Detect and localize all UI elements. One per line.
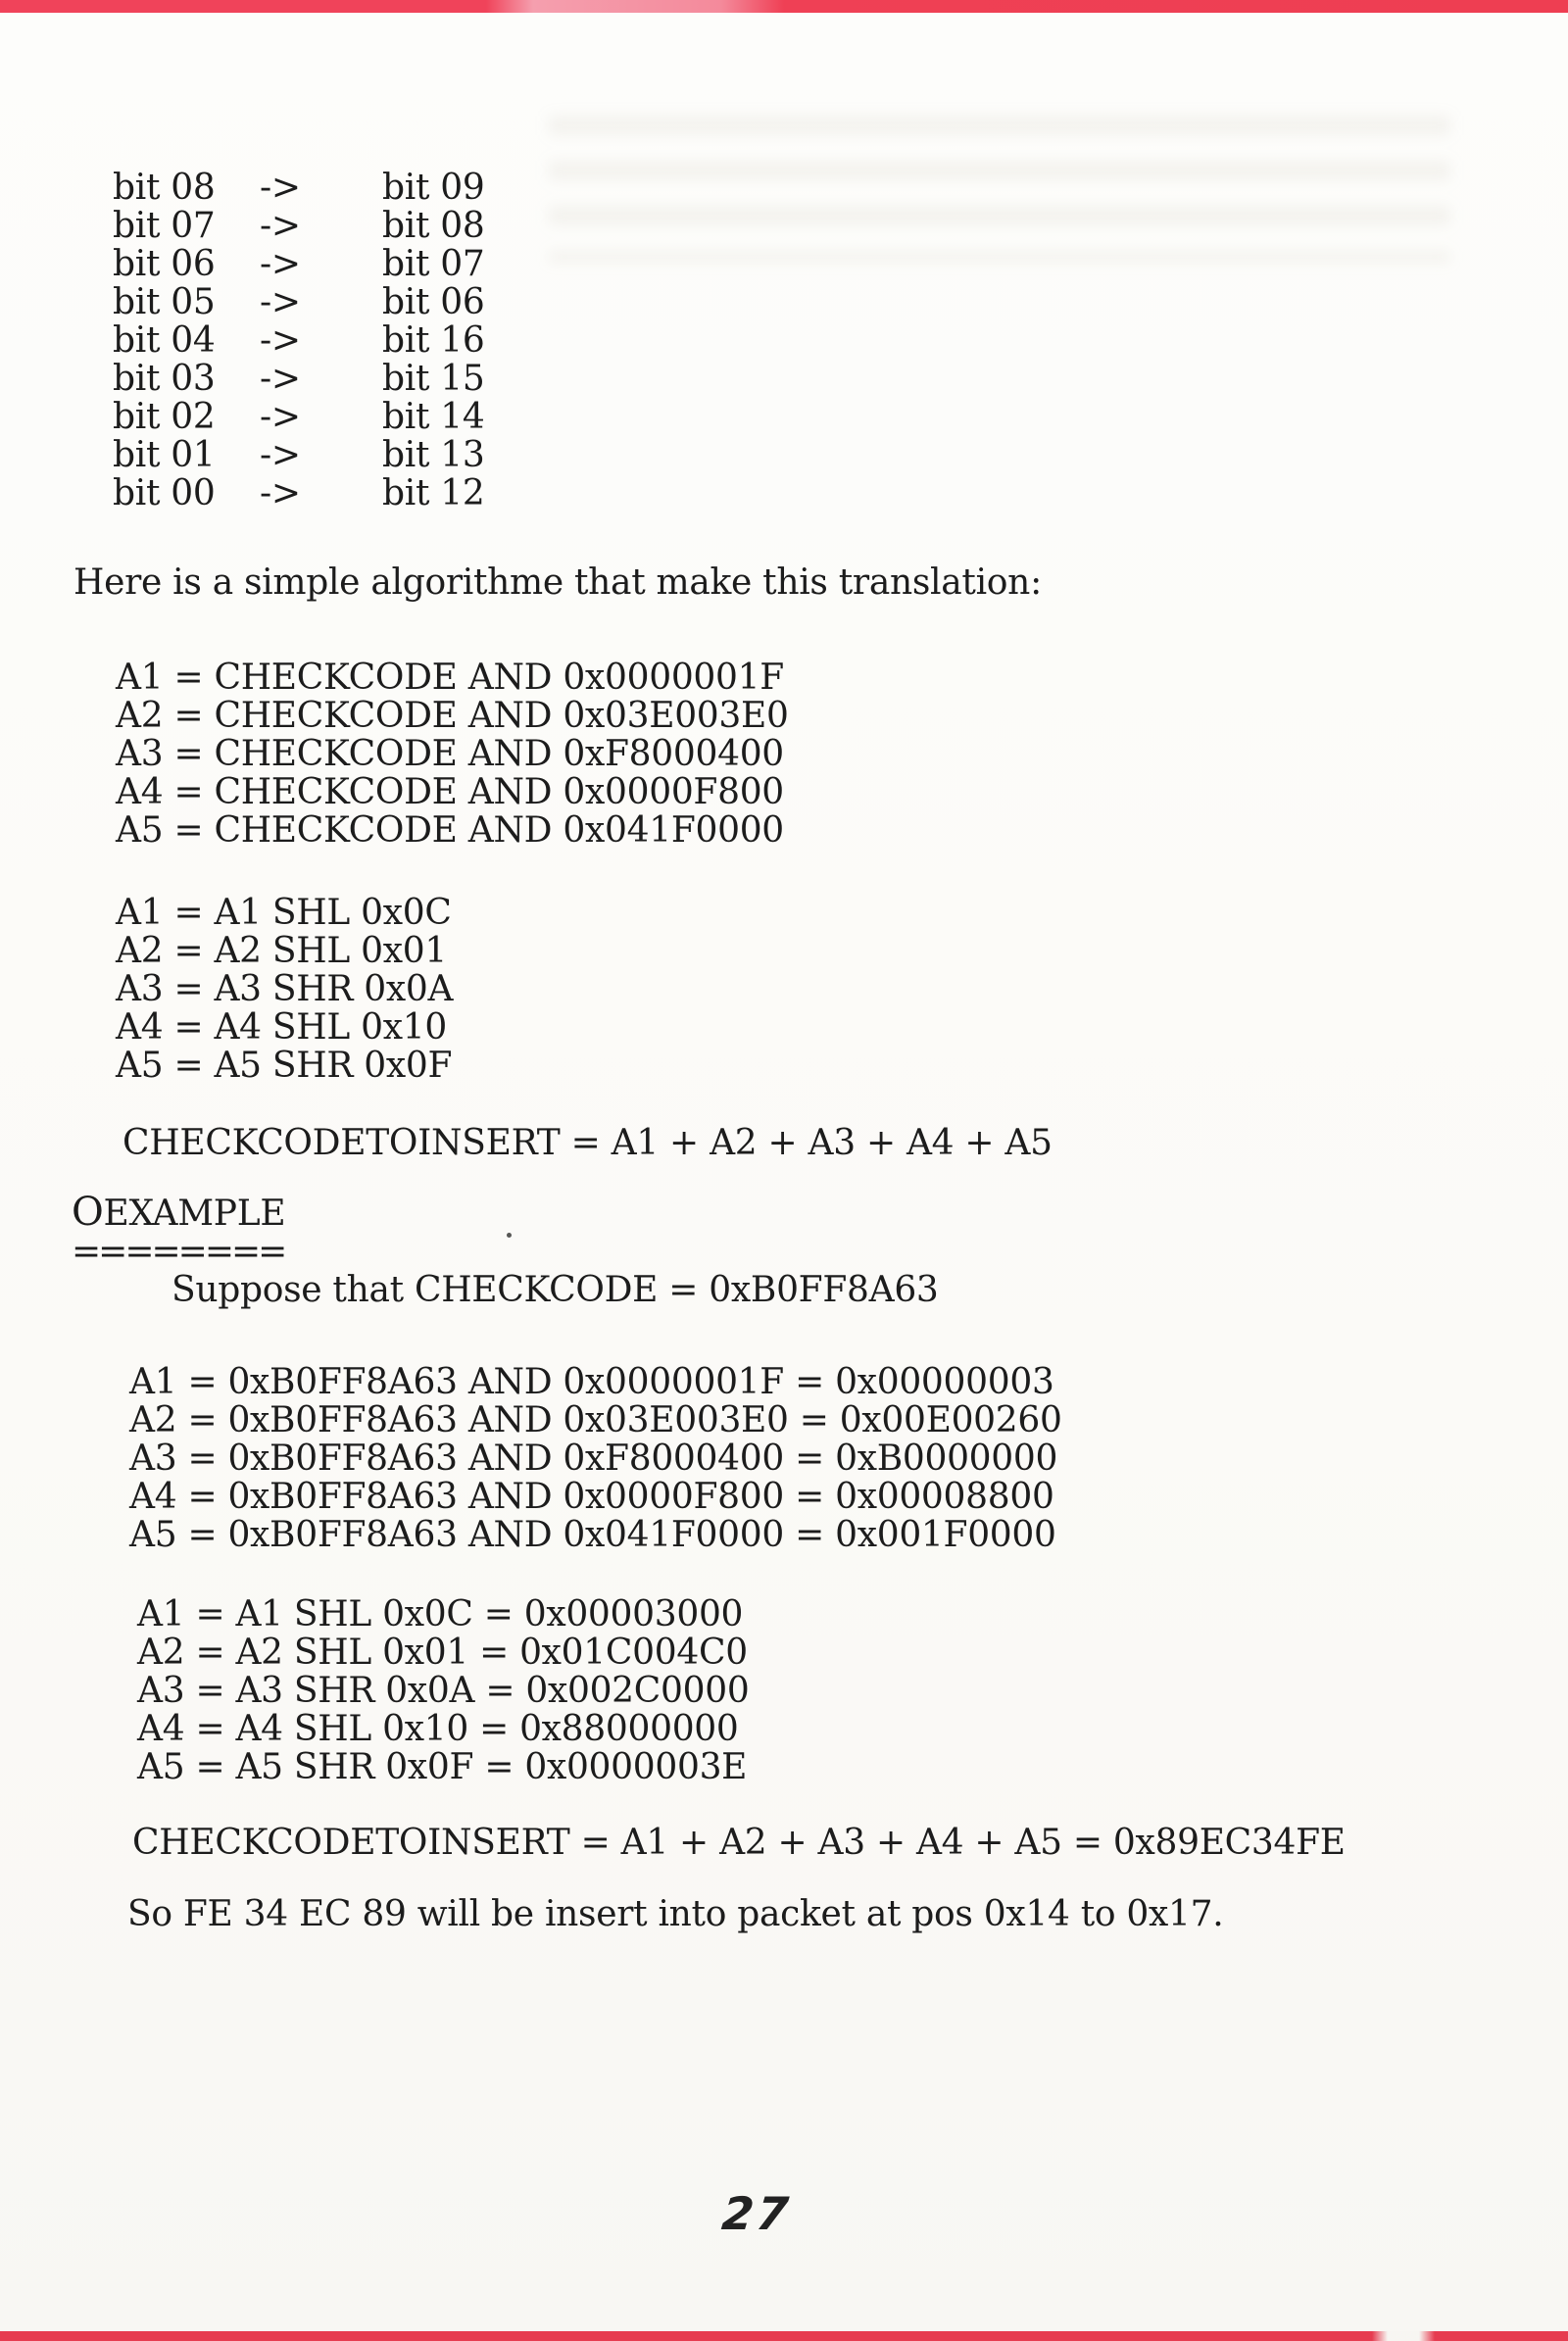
code-line: A5 = CHECKCODE AND 0x041F0000 (116, 810, 784, 851)
example-section-heading (72, 1190, 1568, 1310)
bit-mapping-row (113, 436, 1568, 474)
arrow-glyph: -> (260, 244, 301, 284)
code-line: A4 = A4 SHL 0x10 (116, 1007, 447, 1048)
code-line: A2 = CHECKCODE AND 0x03E003E0 (116, 696, 789, 736)
bit-target: bit 06 (382, 282, 485, 322)
example-mask-block (129, 1363, 1568, 1554)
bit-source: bit 05 (113, 282, 216, 322)
bit-target: bit 13 (382, 435, 485, 475)
arrow-glyph: -> (260, 473, 301, 513)
bit-target: bit 15 (382, 359, 485, 399)
bit-source: bit 06 (113, 244, 216, 284)
algorithm-mask-block (116, 658, 1568, 850)
bit-target: bit 07 (382, 244, 485, 284)
example-shift-block (137, 1595, 1568, 1786)
bit-mapping-row (113, 398, 1568, 436)
arrow-glyph: -> (260, 359, 301, 399)
code-line: A4 = CHECKCODE AND 0x0000F800 (116, 772, 784, 812)
code-line: A3 = 0xB0FF8A63 AND 0xF8000400 = 0xB0000000 (129, 1439, 1058, 1479)
bit-target: bit 12 (382, 473, 485, 513)
circle-bullet-icon: O (72, 1190, 104, 1235)
algorithm-sum-line: CHECKCODETOINSERT = A1 + A2 + A3 + A4 + A5 (122, 1123, 1053, 1163)
code-line: A2 = 0xB0FF8A63 AND 0x03E003E0 = 0x00E00260 (129, 1400, 1062, 1440)
bit-mapping-row (113, 474, 1568, 512)
bit-mapping-row (113, 207, 1568, 245)
arrow-glyph: -> (260, 435, 301, 475)
example-sum-line: CHECKCODETOINSERT = A1 + A2 + A3 + A4 + A5 = 0x89EC34FE (132, 1823, 1346, 1863)
bit-mapping-row (113, 283, 1568, 321)
code-line: A3 = CHECKCODE AND 0xF8000400 (116, 734, 784, 774)
example-heading-label: EXAMPLE (103, 1194, 286, 1234)
code-line: A4 = 0xB0FF8A63 AND 0x0000F800 = 0x00008800 (129, 1477, 1054, 1517)
algorithm-shift-block (116, 894, 1568, 1085)
conclusion-text: So FE 34 EC 89 will be insert into packet at pos 0x14 to 0x17. (127, 1894, 1224, 1934)
bit-source: bit 07 (113, 206, 216, 246)
scan-dot-artifact (507, 1233, 512, 1238)
example-heading-row (72, 1190, 1568, 1235)
code-line: A1 = A1 SHL 0x0C (116, 893, 452, 933)
bit-source: bit 00 (113, 473, 216, 513)
code-line: A2 = A2 SHL 0x01 = 0x01C004C0 (137, 1633, 748, 1673)
suppose-text: Suppose that CHECKCODE = 0xB0FF8A63 (172, 1270, 939, 1310)
arrow-glyph: -> (260, 320, 301, 361)
bottom-edge-scan-bar (0, 2331, 1568, 2341)
bit-mapping-row (113, 169, 1568, 207)
arrow-glyph: -> (260, 168, 301, 208)
bit-target: bit 14 (382, 397, 485, 437)
code-line: A1 = A1 SHL 0x0C = 0x00003000 (137, 1594, 744, 1634)
arrow-glyph: -> (260, 397, 301, 437)
code-line: A5 = A5 SHR 0x0F (116, 1046, 453, 1086)
bit-target: bit 08 (382, 206, 485, 246)
page-number: 27 (719, 2187, 794, 2240)
bit-source: bit 01 (113, 435, 216, 475)
intro-text: Here is a simple algorithme that make this translation: (74, 562, 1042, 603)
bit-source: bit 04 (113, 320, 216, 361)
bit-source: bit 08 (113, 168, 216, 208)
code-line: A2 = A2 SHL 0x01 (116, 931, 447, 971)
arrow-glyph: -> (260, 206, 301, 246)
bit-mapping-row (113, 245, 1568, 283)
code-line: A3 = A3 SHR 0x0A (116, 969, 454, 1009)
bit-mapping-row (113, 360, 1568, 398)
bit-mapping-table (113, 169, 1568, 512)
arrow-glyph: -> (260, 282, 301, 322)
bit-target: bit 09 (382, 168, 485, 208)
code-line: A5 = A5 SHR 0x0F = 0x0000003E (137, 1747, 748, 1787)
bit-source: bit 02 (113, 397, 216, 437)
bit-target: bit 16 (382, 320, 485, 361)
bit-source: bit 03 (113, 359, 216, 399)
code-line: A5 = 0xB0FF8A63 AND 0x041F0000 = 0x001F0000 (129, 1515, 1056, 1555)
code-line: A4 = A4 SHL 0x10 = 0x88000000 (137, 1709, 739, 1749)
example-heading-underline: ======== (72, 1232, 285, 1272)
code-line: A3 = A3 SHR 0x0A = 0x002C0000 (137, 1671, 750, 1711)
code-line: A1 = 0xB0FF8A63 AND 0x0000001F = 0x00000003 (129, 1362, 1054, 1402)
code-line: A1 = CHECKCODE AND 0x0000001F (116, 658, 784, 698)
bit-mapping-row (113, 321, 1568, 360)
